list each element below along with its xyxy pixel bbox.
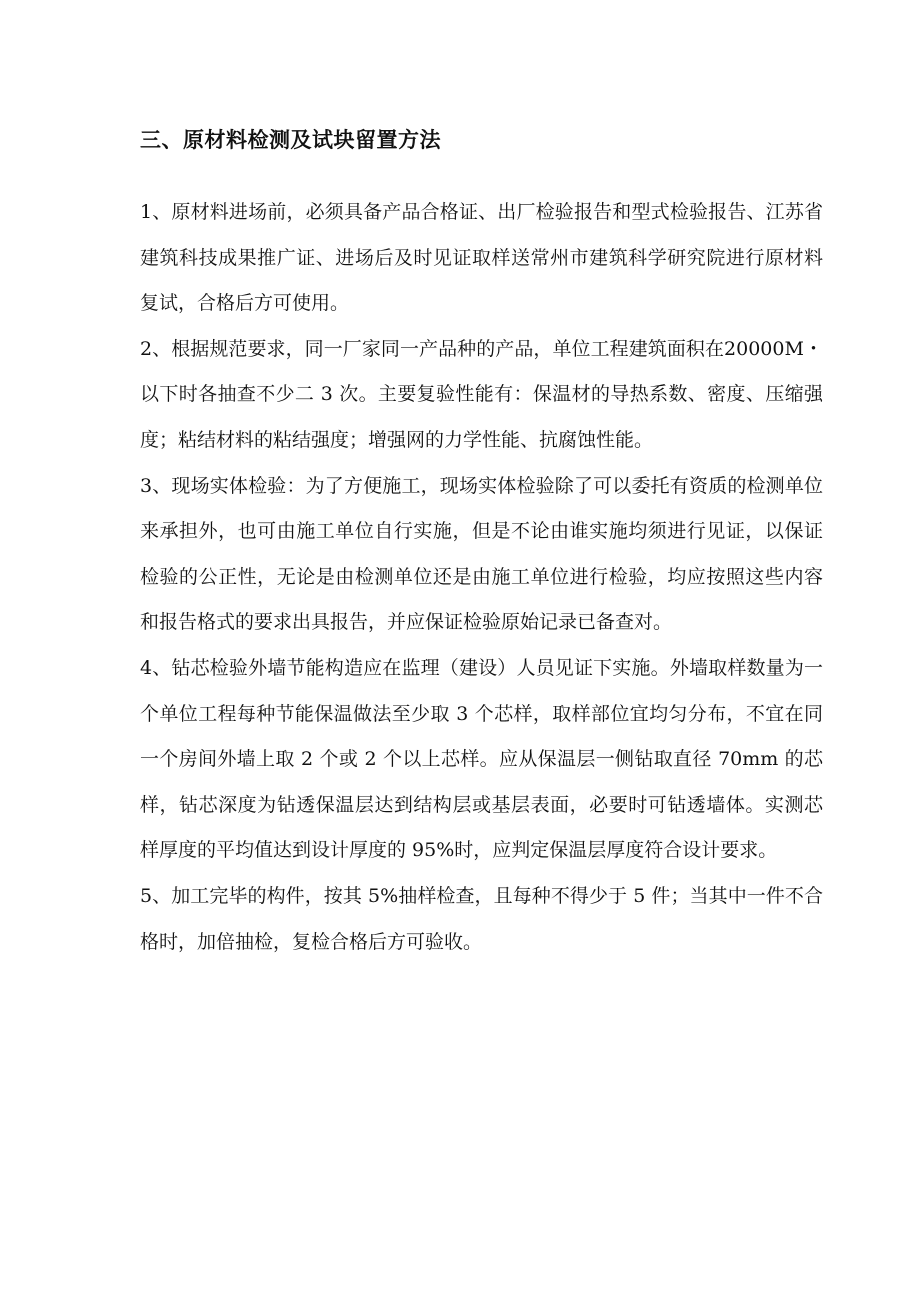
paragraph-5: 5、加工完毕的构件，按其 5%抽样检查，且每种不得少于 5 件；当其中一件不合格时，加倍抽检，复检合格后方可验收。 bbox=[140, 884, 823, 953]
paragraph-3: 3、现场实体检验：为了方便施工，现场实体检验除了可以委托有资质的检测单位来承担外，也可由施工单位自行实施，但是不论由谁实施均须进行见证，以保证检验的公正性，无论是由检测单位还是由施工单位进行检验，均应按照这些内容和报告格式的要求出具报告，并应保证检验原始记录已备查对。 bbox=[140, 474, 823, 634]
paragraph-2: 2、根据规范要求，同一厂家同一产品种的产品，单位工程建筑面积在20000M・以下时各抽查不少二 3 次。主要复验性能有：保温材的导热系数、密度、压缩强度；粘结材料的粘结强度；增强网的力学性能、抗腐蚀性能。 bbox=[140, 337, 823, 451]
section-heading: 三、原材料检测及试块留置方法 bbox=[140, 128, 441, 152]
paragraph-1: 1、原材料进场前，必须具备产品合格证、出厂检验报告和型式检验报告、江苏省建筑科技成果推广证、进场后及时见证取样送常州市建筑科学研究院进行原材料复试，合格后方可使用。 bbox=[140, 201, 823, 315]
document-body bbox=[140, 118, 823, 965]
paragraph-4: 4、钻芯检验外墙节能构造应在监理（建设）人员见证下实施。外墙取样数量为一个单位工程每种节能保温做法至少取 3 个芯样，取样部位宜均匀分布，不宜在同一个房间外墙上取 2 个或 2 个以上芯样。应从保温层一侧钻取直径 70mm 的芯样，钻芯深度为钻透保温层达到结构层或基层表面，必要时可钻透墙体。实测芯样厚度的平均值达到设计厚度的 95%时，应判定保温层厚度符合设计要求。 bbox=[140, 656, 823, 862]
